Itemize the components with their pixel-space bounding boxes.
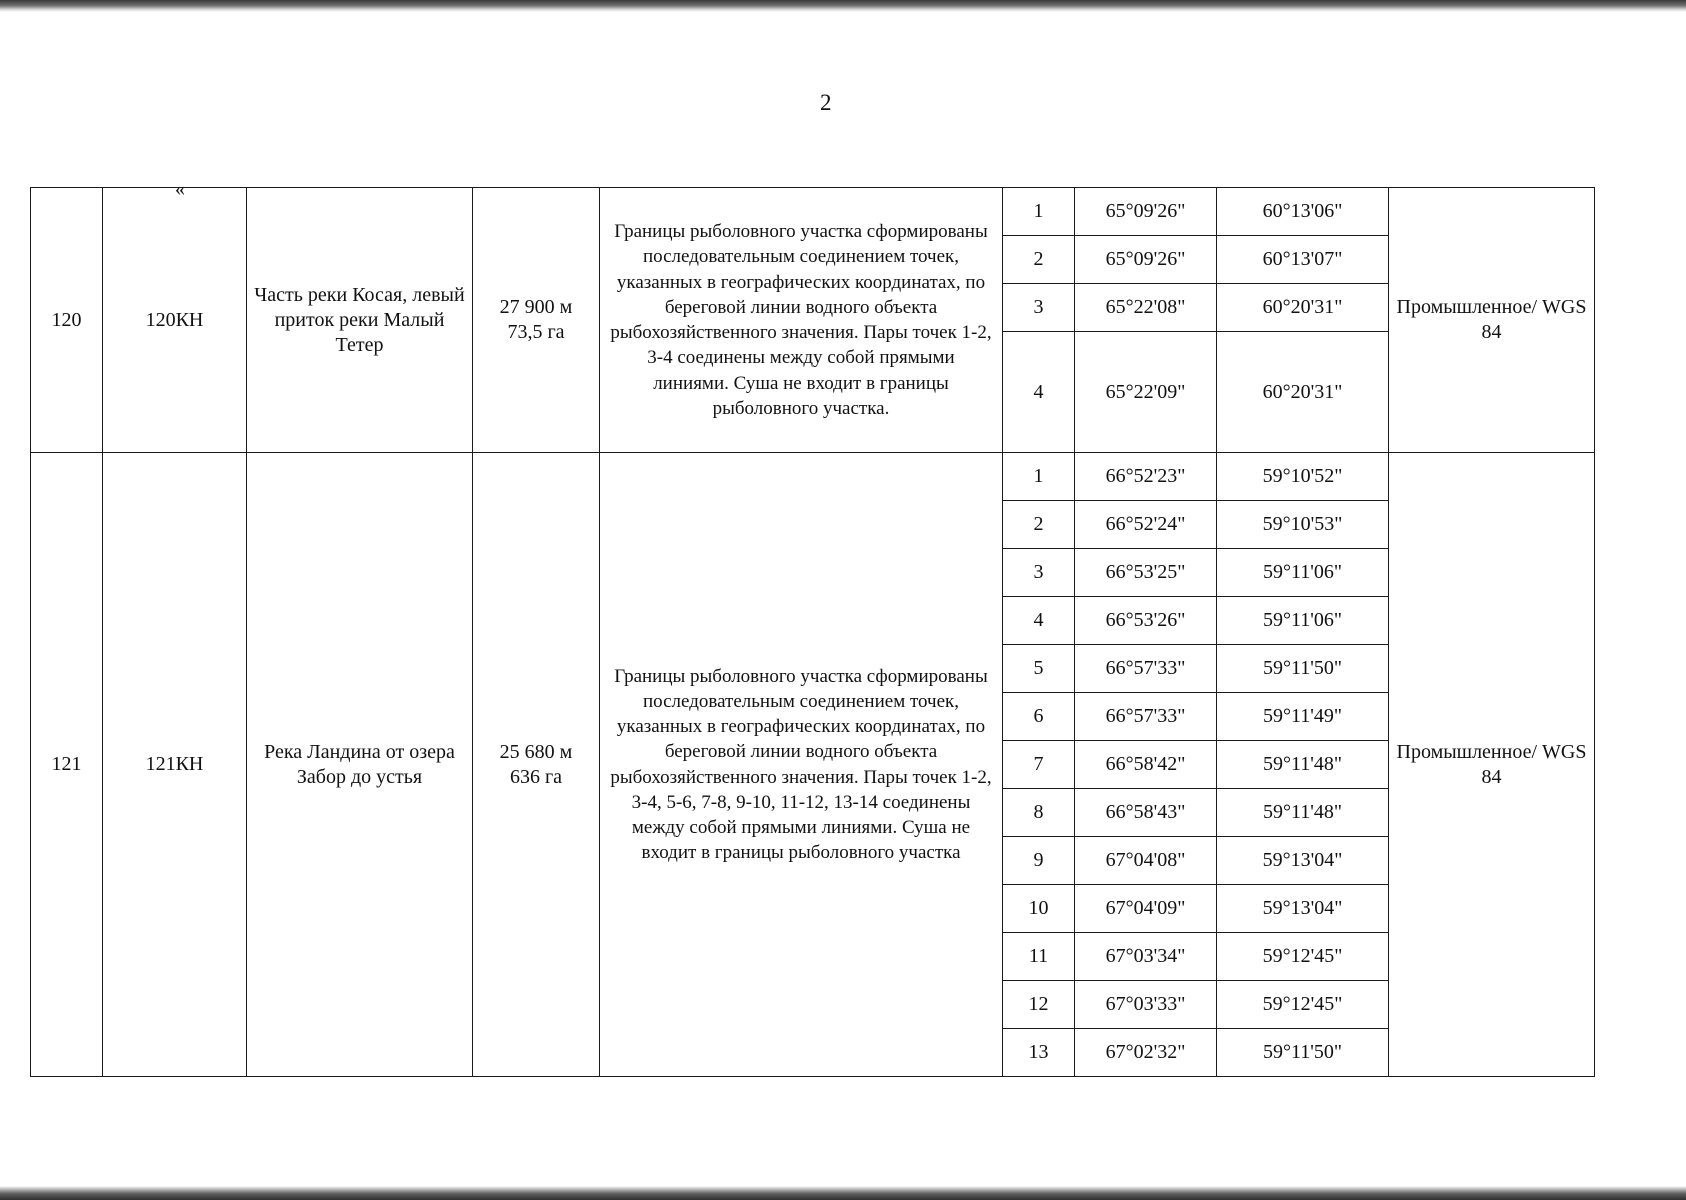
longitude: 59°10'53" <box>1217 501 1389 549</box>
area-code: 120КН <box>103 188 247 453</box>
longitude: 59°11'06" <box>1217 597 1389 645</box>
longitude: 59°11'49" <box>1217 693 1389 741</box>
latitude: 67°03'34" <box>1075 933 1217 981</box>
table-row <box>31 188 1595 236</box>
boundary-description: Границы рыболовного участка сформированы последовательным соединением точек, указанных в географических координатах, по береговой линии водного объекта рыбохозяйственного значения. Пары точек 1-2, 3-4 соединены между собой прямыми линиями. Суша не входит в границы рыболовного участка. <box>600 188 1003 453</box>
latitude: 67°04'09" <box>1075 885 1217 933</box>
point-number: 2 <box>1003 235 1075 283</box>
point-number: 1 <box>1003 188 1075 236</box>
area-size <box>473 453 600 1077</box>
water-body-name: Часть реки Косая, левый приток реки Малый Тетер <box>247 188 473 453</box>
point-number: 13 <box>1003 1028 1075 1076</box>
latitude: 65°22'08" <box>1075 283 1217 331</box>
length-value: 27 900 м <box>499 296 573 319</box>
purpose-and-datum: Промышленное/ WGS 84 <box>1389 188 1595 453</box>
point-number: 10 <box>1003 885 1075 933</box>
opening-quote-mark: « <box>175 178 185 200</box>
longitude: 59°13'04" <box>1217 837 1389 885</box>
row-number: 120 <box>31 188 103 453</box>
table-row <box>31 453 1595 501</box>
point-number: 9 <box>1003 837 1075 885</box>
boundary-description: Границы рыболовного участка сформированы последовательным соединением точек, указанных в географических координатах, по береговой линии водного объекта рыбохозяйственного значения. Пары точек 1-2, 3-4, 5-6, 7-8, 9-10, 11-12, 13-14 соединены между собой прямыми линиями. Суша не входит в границы рыболовного участка <box>600 453 1003 1077</box>
longitude: 60°20'31" <box>1217 331 1389 452</box>
point-number: 1 <box>1003 453 1075 501</box>
latitude: 67°02'32" <box>1075 1028 1217 1076</box>
point-number: 5 <box>1003 645 1075 693</box>
latitude: 66°58'43" <box>1075 789 1217 837</box>
latitude: 66°53'25" <box>1075 549 1217 597</box>
latitude: 67°04'08" <box>1075 837 1217 885</box>
point-number: 4 <box>1003 331 1075 452</box>
longitude: 59°10'52" <box>1217 453 1389 501</box>
purpose-and-datum: Промышленное/ WGS 84 <box>1389 453 1595 1077</box>
longitude: 60°13'06" <box>1217 188 1389 236</box>
row-number: 121 <box>31 453 103 1077</box>
longitude: 59°11'50" <box>1217 645 1389 693</box>
longitude: 59°12'45" <box>1217 933 1389 981</box>
point-number: 12 <box>1003 981 1075 1029</box>
longitude: 59°11'48" <box>1217 741 1389 789</box>
point-number: 4 <box>1003 597 1075 645</box>
length-value: 25 680 м <box>499 740 573 763</box>
point-number: 11 <box>1003 933 1075 981</box>
table-body <box>31 188 1595 1077</box>
latitude: 66°53'26" <box>1075 597 1217 645</box>
latitude: 65°09'26" <box>1075 188 1217 236</box>
point-number: 8 <box>1003 789 1075 837</box>
water-body-name: Река Ландина от озера Забор до устья <box>247 453 473 1077</box>
latitude: 66°52'23" <box>1075 453 1217 501</box>
longitude: 59°11'48" <box>1217 789 1389 837</box>
longitude: 59°11'06" <box>1217 549 1389 597</box>
latitude: 65°22'09" <box>1075 331 1217 452</box>
scan-edge-top <box>0 0 1686 12</box>
fishing-areas-table <box>30 187 1595 1077</box>
longitude: 60°13'07" <box>1217 235 1389 283</box>
longitude: 59°13'04" <box>1217 885 1389 933</box>
area-value: 636 га <box>509 765 563 788</box>
latitude: 65°09'26" <box>1075 235 1217 283</box>
point-number: 6 <box>1003 693 1075 741</box>
area-value: 73,5 га <box>507 321 565 344</box>
area-size <box>473 188 600 453</box>
latitude: 66°57'33" <box>1075 693 1217 741</box>
page-number: 2 <box>820 90 832 115</box>
point-number: 3 <box>1003 549 1075 597</box>
longitude: 60°20'31" <box>1217 283 1389 331</box>
latitude: 67°03'33" <box>1075 981 1217 1029</box>
scan-edge-bottom <box>0 1186 1686 1200</box>
longitude: 59°11'50" <box>1217 1028 1389 1076</box>
point-number: 3 <box>1003 283 1075 331</box>
longitude: 59°12'45" <box>1217 981 1389 1029</box>
latitude: 66°57'33" <box>1075 645 1217 693</box>
latitude: 66°58'42" <box>1075 741 1217 789</box>
point-number: 7 <box>1003 741 1075 789</box>
latitude: 66°52'24" <box>1075 501 1217 549</box>
point-number: 2 <box>1003 501 1075 549</box>
area-code: 121КН <box>103 453 247 1077</box>
